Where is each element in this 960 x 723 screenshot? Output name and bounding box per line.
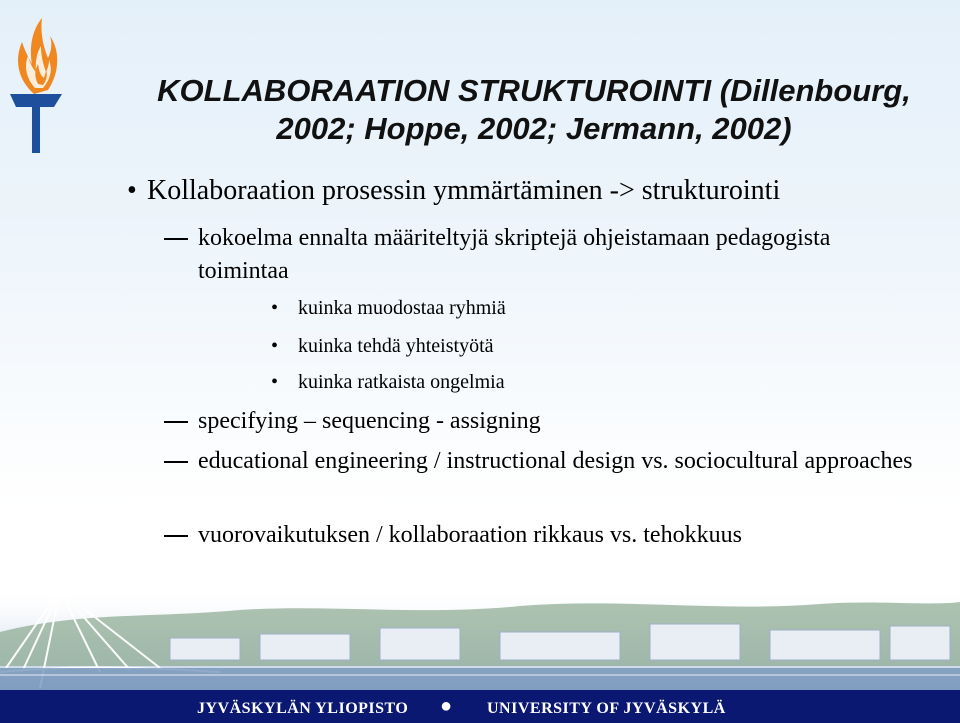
dash-icon xyxy=(164,238,188,240)
sub-point xyxy=(164,519,924,552)
sub-point xyxy=(164,405,924,438)
bullet-icon: • xyxy=(271,371,279,393)
footer-university-fi: JYVÄSKYLÄN YLIOPISTO xyxy=(197,700,409,717)
title-line-2: 2002; Hoppe, 2002; Jermann, 2002) xyxy=(276,111,792,146)
sub-sub-point-text: kuinka tehdä yhteistyötä xyxy=(298,335,494,357)
bullet-icon: • xyxy=(271,335,279,357)
title-line-1: KOLLABORAATION STRUKTUROINTI (Dillenbourg, xyxy=(157,73,911,108)
footer-separator-icon: ● xyxy=(440,695,453,717)
sub-point-text: educational engineering / instructional design vs. sociocultural approaches xyxy=(198,448,913,474)
torch-logo-icon xyxy=(4,14,66,154)
sub-point-text: kokoelma ennalta määriteltyjä skriptejä ohjeistamaan pedagogista toimintaa xyxy=(198,225,831,284)
bullet-icon: • xyxy=(127,175,137,206)
main-point-text: Kollaboraation prosessin ymmärtäminen -> strukturointi xyxy=(147,175,781,206)
footer-bar xyxy=(0,690,960,723)
sub-point xyxy=(164,445,924,478)
dash-icon xyxy=(164,535,188,537)
sub-point xyxy=(164,222,924,288)
sub-point-text: specifying – sequencing - assigning xyxy=(198,408,541,434)
bullet-icon: • xyxy=(271,297,279,319)
dash-icon xyxy=(164,461,188,463)
sub-sub-point-text: kuinka muodostaa ryhmiä xyxy=(298,297,506,319)
sub-point-text: vuorovaikutuksen / kollaboraation rikkaus vs. tehokkuus xyxy=(198,522,742,548)
sub-sub-point-text: kuinka ratkaista ongelmia xyxy=(298,371,505,393)
footer-university-en: UNIVERSITY OF JYVÄSKYLÄ xyxy=(487,700,726,717)
campus-photo xyxy=(0,588,960,692)
dash-icon xyxy=(164,421,188,423)
slide-title xyxy=(124,72,944,148)
